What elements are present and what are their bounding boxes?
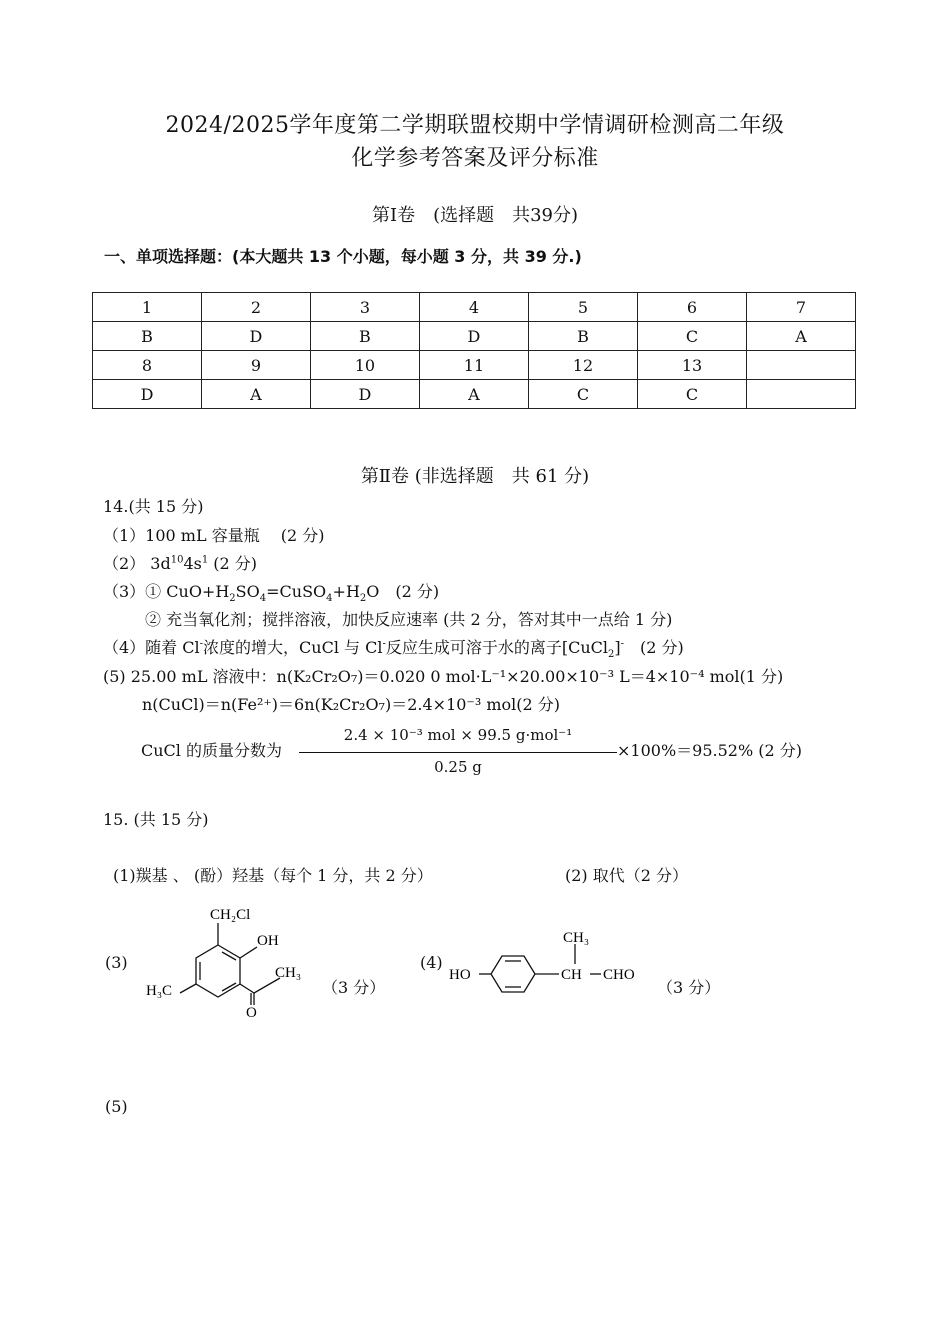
- table-cell: 13: [638, 351, 747, 380]
- table-cell: A: [747, 322, 856, 351]
- table-cell: D: [93, 380, 202, 409]
- table-cell: [747, 351, 856, 380]
- table-cell: D: [419, 322, 528, 351]
- table-cell: A: [419, 380, 528, 409]
- q15-answer-5-label: (5): [105, 1097, 128, 1116]
- ch3-text: CH₃: [563, 930, 590, 946]
- answer-table: [92, 292, 856, 409]
- table-row: [93, 322, 856, 351]
- part2-heading: 第Ⅱ卷 (非选择题 共 61 分): [360, 466, 590, 487]
- q15-answer-1: (1)羰基 、 (酚）羟基（每个 1 分，共 2 分）: [113, 866, 433, 885]
- table-cell: 11: [419, 351, 528, 380]
- q15-answer-4-label: (4): [420, 953, 443, 972]
- table-row: [93, 351, 856, 380]
- q14-answer-3: （3）① $CuO+H_2SO_4=CuSO_4+H_2O$ (2 分): [103, 582, 440, 605]
- oh-bond: [240, 947, 257, 958]
- q14-answer-5-line2: n(CuCl)＝n(Fe²⁺)＝6n(K₂Cr₂O₇)＝2.4×10⁻³ mol(2 分): [142, 695, 561, 714]
- q14-answer-2: （2） $3d^{10}4s^1$ (2 分): [103, 554, 258, 573]
- q14-answer-3b: ② 充当氧化剂；搅拌溶液，加快反应速率 (共 2 分，答对其中一点给 1 分): [145, 610, 673, 629]
- table-cell: 8: [93, 351, 202, 380]
- structure-3-diagram: [140, 895, 320, 1020]
- ch-text: CH: [561, 967, 582, 983]
- table-cell: 1: [93, 293, 202, 322]
- table-cell: 10: [310, 351, 419, 380]
- table-cell: 5: [528, 293, 637, 322]
- h3c-text: H₃C: [146, 983, 173, 999]
- q15-answer-2: (2) 取代（2 分）: [565, 866, 689, 885]
- ch2cl-text: CH₂Cl: [210, 907, 251, 923]
- ho-text: HO: [449, 967, 471, 983]
- table-cell: D: [201, 322, 310, 351]
- q15-title: 15. (共 15 分): [103, 810, 209, 829]
- table-cell: 12: [528, 351, 637, 380]
- ch3-text: CH₃: [275, 965, 302, 981]
- table-cell: 4: [419, 293, 528, 322]
- acetyl-bond: [240, 984, 254, 993]
- q14-title: 14.(共 15 分): [103, 497, 204, 516]
- fraction-numerator: 2.4 × 10⁻³ mol × 99.5 g·mol⁻¹: [343, 726, 573, 744]
- benzene-ring: [196, 945, 240, 997]
- table-cell: C: [528, 380, 637, 409]
- table-cell: 3: [310, 293, 419, 322]
- fraction-bar: [299, 752, 617, 753]
- table-cell: [747, 380, 856, 409]
- oh-text: OH: [257, 933, 279, 949]
- section-heading: 一、单项选择题：(本大题共 13 个小题，每小题 3 分，共 39 分.): [104, 247, 582, 266]
- cho-text: CHO: [603, 967, 635, 983]
- table-cell: C: [638, 380, 747, 409]
- table-cell: 6: [638, 293, 747, 322]
- table-cell: C: [638, 322, 747, 351]
- part1-heading: 第Ⅰ卷 (选择题 共39分): [371, 205, 579, 226]
- methyl-bond: [180, 984, 196, 993]
- q14-answer-5: (5) 25.00 mL 溶液中：n(K₂Cr₂O₇)＝0.020 0 mol·L⁻¹×20.00×10⁻³ L＝4×10⁻⁴ mol(1 分): [103, 667, 784, 686]
- table-cell: 9: [201, 351, 310, 380]
- table-cell: B: [528, 322, 637, 351]
- document-subtitle: 化学参考答案及评分标准: [351, 146, 599, 171]
- q15-answer-4-score: （3 分）: [657, 978, 721, 997]
- q14-answer-1: （1）100 mL 容量瓶 (2 分): [103, 526, 325, 545]
- structure-4-diagram: [445, 922, 655, 1002]
- table-cell: 7: [747, 293, 856, 322]
- q14-answer-4: （4）随着 Cl-浓度的增大，CuCl 与 Cl-反应生成可溶于水的离子[CuCl$_2$]- (2 分): [103, 638, 684, 661]
- mass-fraction-result: ×100%＝95.52% (2 分): [617, 741, 802, 760]
- document-title: 2024/2025学年度第二学期联盟校期中学情调研检测高二年级: [165, 113, 785, 138]
- fraction-denominator: 0.25 g: [434, 758, 482, 776]
- table-cell: B: [93, 322, 202, 351]
- o-text: O: [246, 1005, 257, 1020]
- table-row: [93, 380, 856, 409]
- table-cell: 2: [201, 293, 310, 322]
- q15-answer-3-label: (3): [105, 953, 128, 972]
- mass-fraction-label: CuCl 的质量分数为: [141, 741, 282, 760]
- table-cell: B: [310, 322, 419, 351]
- q15-answer-3-score: （3 分）: [322, 978, 386, 997]
- table-cell: D: [310, 380, 419, 409]
- table-row: [93, 293, 856, 322]
- table-cell: A: [201, 380, 310, 409]
